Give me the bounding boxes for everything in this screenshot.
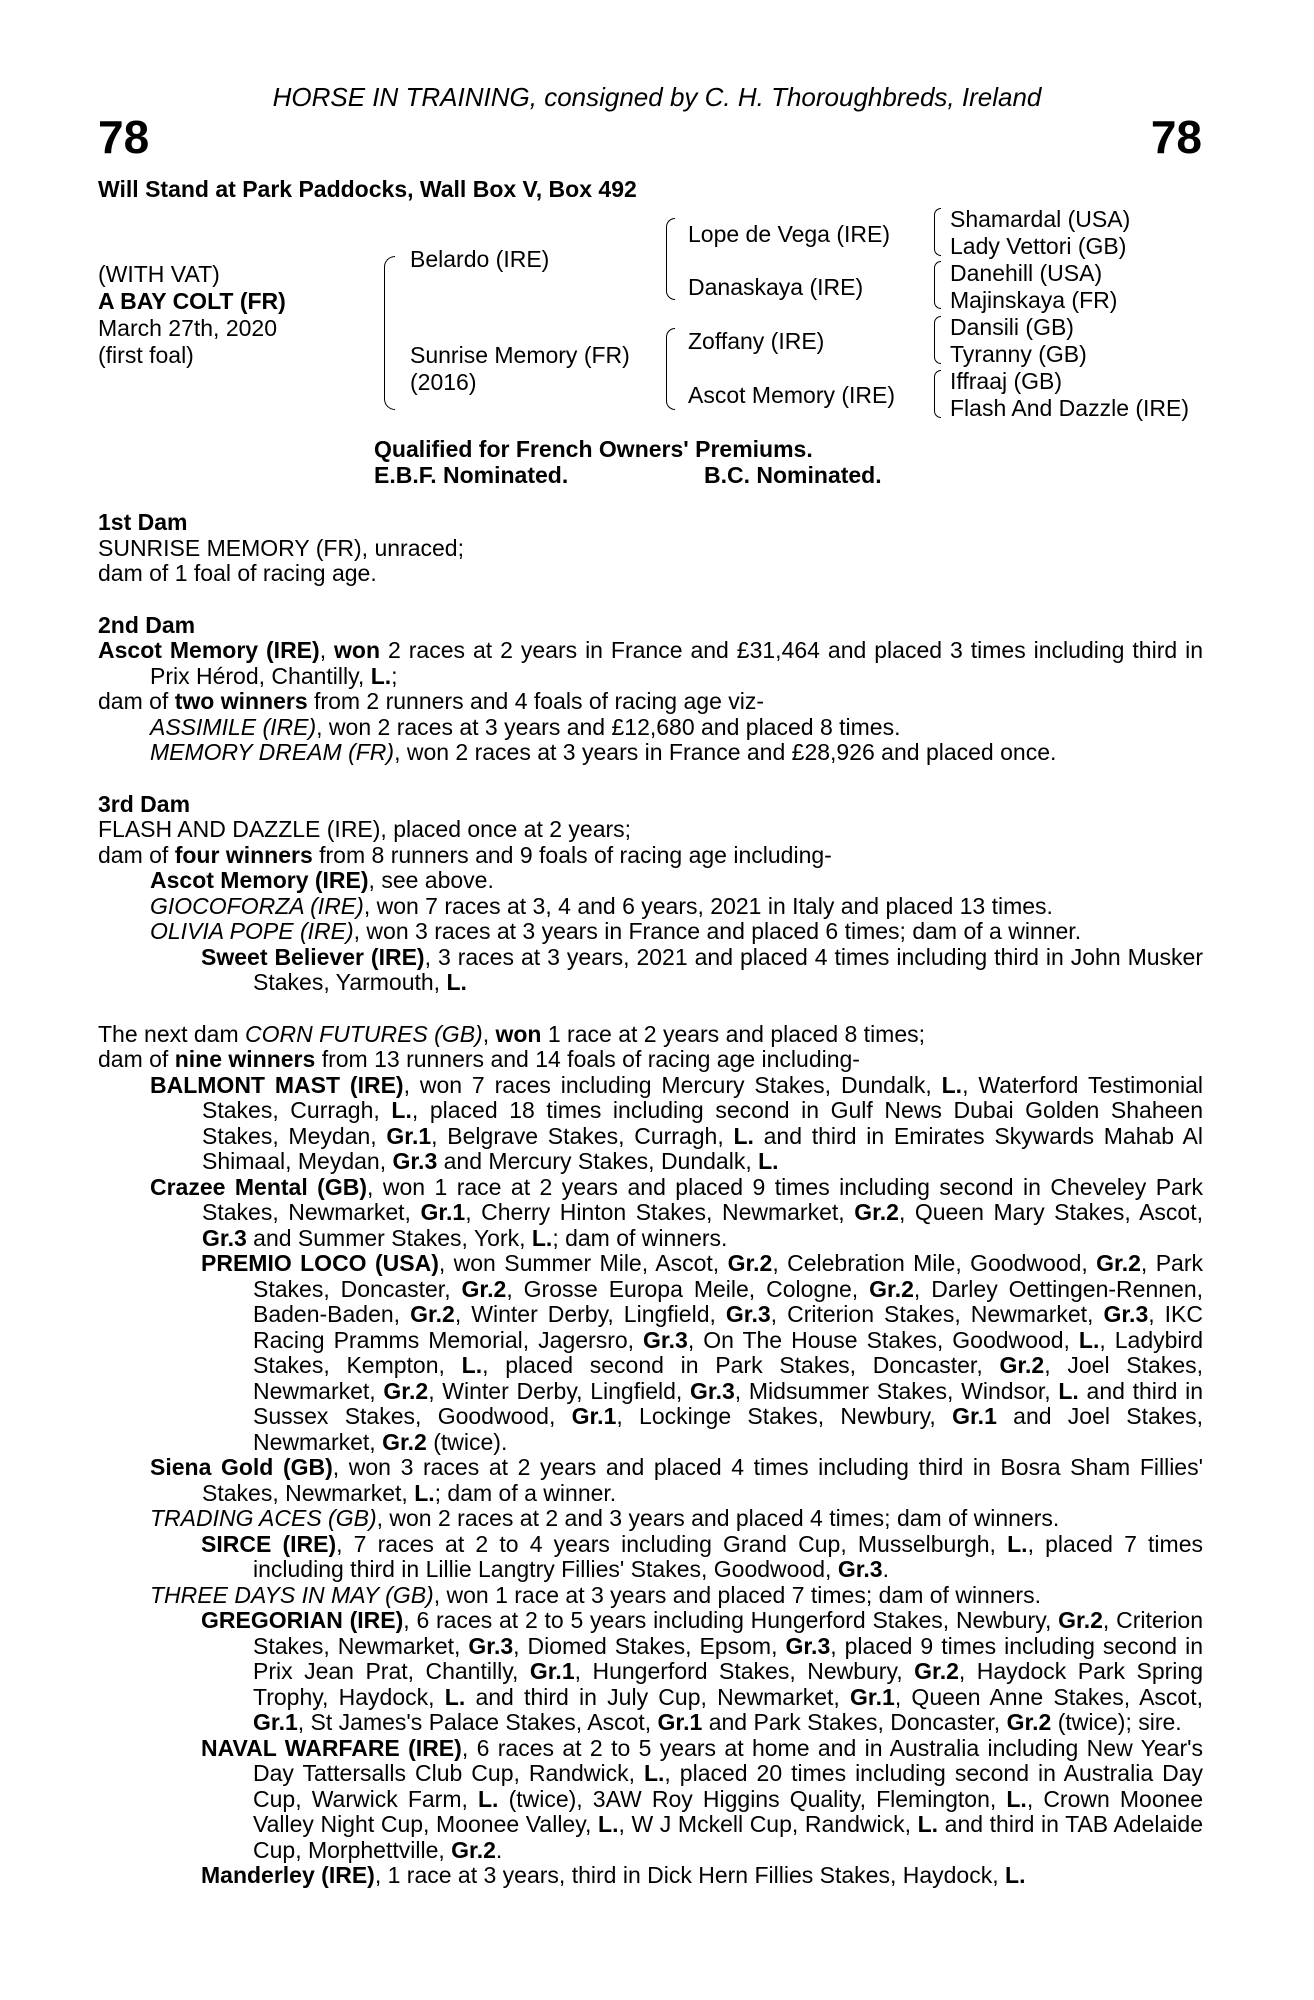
second-dam-won: won — [334, 637, 381, 663]
next-dam-winners: nine winners — [174, 1046, 316, 1072]
next-dam-name: CORN FUTURES (GB) — [245, 1020, 483, 1047]
next-dam-comma: , — [482, 1020, 496, 1047]
second-dam-progeny-1 — [98, 715, 1203, 741]
dam: Sunrise Memory (FR) — [410, 342, 630, 368]
third-dam-produce — [98, 843, 1203, 869]
qualification-bc: B.C. Nominated. — [704, 462, 882, 488]
pedigree-bracket-ss — [934, 208, 941, 256]
third-dam-line1: FLASH AND DAZZLE (IRE), placed once at 2 years; — [98, 816, 632, 842]
second-dam-rest: from 2 runners and 4 foals of racing age viz- — [307, 688, 765, 714]
ssd: Lady Vettori (GB) — [950, 233, 1127, 259]
next-dam-text: 1 race at 2 years and placed 8 times; — [541, 1020, 926, 1047]
second-dam-heading: 2nd Dam — [98, 611, 196, 638]
pedigree-bracket-main — [384, 256, 395, 410]
next-dam-won: won — [495, 1020, 542, 1047]
pedigree-bracket-dam — [666, 328, 675, 410]
page-header-title: HORSE IN TRAINING, consigned by C. H. Thoroughbreds, Ireland — [272, 82, 1042, 112]
horse-note: (first foal) — [98, 342, 194, 368]
progeny-text: , won 7 races at 3, 4 and 6 years, 2021 in Italy and placed 13 times. — [363, 892, 1053, 919]
progeny-manderley: Manderley (IRE), 1 race at 3 years, third in Dick Hern Fillies Stakes, Haydock, L. — [201, 1862, 1026, 1888]
progeny-name: MEMORY DREAM (FR) — [150, 739, 395, 765]
next-dam-line1 — [98, 1022, 1203, 1048]
progeny-three-days-in-may: THREE DAYS IN MAY (GB), won 1 race at 3 years and placed 7 times; dam of winners. — [150, 1581, 1041, 1608]
dss: Dansili (GB) — [950, 314, 1074, 340]
progeny-sirce: SIRCE (IRE), 7 races at 2 to 4 years including Grand Cup, Musselburgh, L., placed 7 times including third in Lillie Langtry Fillies' Stakes, Goodwood, Gr.3. — [201, 1530, 1203, 1582]
sss: Shamardal (USA) — [950, 206, 1131, 232]
progeny-listed: L. — [446, 969, 467, 995]
progeny-text: , see above. — [368, 867, 494, 893]
lot-number-right: 78 — [1150, 111, 1202, 163]
lot-number-left: 78 — [98, 111, 150, 163]
sdd: Majinskaya (FR) — [950, 287, 1118, 313]
third-dam-progeny-3 — [98, 919, 1203, 945]
dds: Iffraaj (GB) — [950, 368, 1063, 394]
second-dam-text: 2 races at 2 years in France and £31,464 and placed 3 times including third in Prix Hérod, Chantilly, — [150, 637, 1204, 689]
dam-sire: Zoffany (IRE) — [688, 328, 825, 354]
progeny-crazee-mental: Crazee Mental (GB), won 1 race at 2 years and placed 9 times including second in Cheveley Park Stakes, Newmarket, Gr.1, Cherry Hinton Stakes, Newmarket, Gr.2, Queen Mary Stakes, Ascot, Gr.3 and Summer Stakes, York, L.; dam of winners. — [150, 1173, 1204, 1251]
progeny-name: ASSIMILE (IRE) — [150, 713, 317, 740]
progeny-premio-loco: PREMIO LOCO (USA), won Summer Mile, Ascot, Gr.2, Celebration Mile, Goodwood, Gr.2, Park Stakes, Doncaster, Gr.2, Grosse Europa Meile, Cologne, Gr.2, Darley Oettingen-Rennen, Baden-Baden, Gr.2, Winter Derby, Lingfield, Gr.3, Criterion Stakes, Newmarket, Gr.3, IKC Racing Pramms Memorial, Jagersro, Gr.3, On The House Stakes, Goodwood, L., Ladybird Stakes, Kempton, L., placed second in Park Stakes, Doncaster, Gr.2, Joel Stakes, Newmarket, Gr.2, Winter Derby, Lingfield, Gr.3, Midsummer Stakes, Windsor, L. and third in Sussex Stakes, Goodwood, Gr.1, Lockinge Stakes, Newbury, Gr.1 and Joel Stakes, Newmarket, Gr.2 (twice). — [201, 1250, 1204, 1455]
third-dam-winners: four winners — [174, 841, 313, 868]
progeny-gregorian: GREGORIAN (IRE), 6 races at 2 to 5 years including Hungerford Stakes, Newbury, Gr.2, Criterion Stakes, Newmarket, Gr.3, Diomed Stakes, Epsom, Gr.3, placed 9 times including second in Prix Jean Prat, Chantilly, Gr.1, Hungerford Stakes, Newbury, Gr.2, Haydock Park Spring Trophy, Haydock, L. and third in July Cup, Newmarket, Gr.1, Queen Anne Stakes, Ascot, Gr.1, St James's Palace Stakes, Ascot, Gr.1 and Park Stakes, Doncaster, Gr.2 (twice); sire. — [201, 1607, 1203, 1735]
pedigree-bracket-dd — [934, 370, 941, 418]
second-dam-winners: two winners — [174, 688, 308, 714]
second-dam-produce — [98, 689, 1203, 715]
first-dam-line2: dam of 1 foal of racing age. — [98, 560, 377, 586]
second-dam-text-end: ; — [391, 662, 398, 689]
first-dam-line1: SUNRISE MEMORY (FR), unraced; — [98, 534, 464, 561]
next-dam-produce — [98, 1047, 1203, 1073]
second-dam-dam-of: dam of — [98, 688, 175, 714]
qualification-ebf: E.B.F. Nominated. — [374, 462, 569, 488]
third-dam-heading: 3rd Dam — [98, 790, 191, 817]
stand-location: Will Stand at Park Paddocks, Wall Box V, Box 492 — [98, 176, 637, 202]
next-dam-dam-of: dam of — [98, 1046, 175, 1072]
progeny-name: OLIVIA POPE (IRE) — [150, 918, 354, 944]
second-dam-name: Ascot Memory (IRE) — [98, 637, 320, 663]
second-dam-progeny-2 — [98, 740, 1203, 766]
pedigree-bracket-ds — [934, 316, 941, 364]
ddd: Flash And Dazzle (IRE) — [950, 395, 1190, 421]
sire-sire: Lope de Vega (IRE) — [688, 221, 891, 247]
vat-label: (WITH VAT) — [98, 261, 220, 287]
progeny-balmont-mast: BALMONT MAST (IRE), won 7 races including Mercury Stakes, Dundalk, L., Waterford Testimonial Stakes, Curragh, L., placed 18 times including second in Gulf News Dubai Golden Shaheen Stakes, Meydan, Gr.1, Belgrave Stakes, Curragh, L. and third in Emirates Skywards Mahab Al Shimaal, Meydan, Gr.3 and Mercury Stakes, Dundalk, L. — [150, 1071, 1204, 1174]
third-dam-progeny-4 — [98, 945, 1203, 996]
progeny-name: Sweet Believer (IRE) — [201, 943, 425, 970]
dsd: Tyranny (GB) — [950, 341, 1087, 367]
third-dam-progeny-1 — [98, 868, 1203, 894]
pedigree-bracket-sd — [934, 261, 941, 309]
qualification-french-premiums: Qualified for French Owners' Premiums. — [374, 436, 813, 462]
sds: Danehill (USA) — [950, 260, 1103, 286]
sire-dam: Danaskaya (IRE) — [688, 274, 864, 300]
progeny-name: Ascot Memory (IRE) — [150, 867, 369, 893]
third-dam-dam-of: dam of — [98, 841, 175, 868]
dam-dam: Ascot Memory (IRE) — [688, 382, 896, 408]
next-dam-rest: from 13 runners and 14 foals of racing age including- — [315, 1046, 860, 1072]
progeny-siena-gold: Siena Gold (GB), won 3 races at 2 years and placed 4 times including third in Bosra Sham Fillies' Stakes, Newmarket, L.; dam of a winner. — [150, 1454, 1203, 1506]
progeny-text: , won 2 races at 3 years in France and £28,926 and placed once. — [394, 739, 1057, 765]
dam-year: (2016) — [410, 369, 477, 395]
horse-dob: March 27th, 2020 — [98, 315, 278, 341]
pedigree-bracket-sire — [666, 218, 675, 300]
catalogue-body — [98, 510, 1203, 1889]
next-dam-intro: The next dam — [98, 1020, 246, 1047]
progeny-name: GIOCOFORZA (IRE) — [150, 892, 364, 919]
third-dam-rest: from 8 runners and 9 foals of racing age including- — [312, 841, 832, 868]
horse-name: A BAY COLT (FR) — [98, 288, 286, 314]
progeny-text: , 3 races at 3 years, 2021 and placed 4 times including third in John Musker Stakes, Yarmouth, — [253, 943, 1203, 995]
first-dam-heading: 1st Dam — [98, 509, 188, 535]
progeny-naval-warfare: NAVAL WARFARE (IRE), 6 races at 2 to 5 years at home and in Australia including New Year's Day Tattersalls Club Cup, Randwick, L., placed 20 times including second in Australia Day Cup, Warwick Farm, L. (twice), 3AW Roy Higgins Quality, Flemington, L., Crown Moonee Valley Night Cup, Moonee Valley, L., W J Mckell Cup, Randwick, L. and third in TAB Adelaide Cup, Morphettville, Gr.2. — [201, 1734, 1204, 1863]
progeny-trading-aces: TRADING ACES (GB), won 2 races at 2 and 3 years and placed 4 times; dam of winners. — [150, 1505, 1060, 1531]
second-dam-listed: L. — [370, 662, 392, 689]
progeny-text: , won 2 races at 3 years and £12,680 and placed 8 times. — [316, 713, 901, 740]
sire: Belardo (IRE) — [410, 246, 550, 272]
second-dam-record: Ascot Memory (IRE), won 2 races at 2 years in France and £31,464 and placed 3 times including third in Prix Hérod, Chantilly, L.; — [98, 637, 1204, 689]
progeny-text: , won 3 races at 3 years in France and placed 6 times; dam of a winner. — [353, 918, 1082, 944]
third-dam-progeny-2 — [98, 894, 1203, 920]
